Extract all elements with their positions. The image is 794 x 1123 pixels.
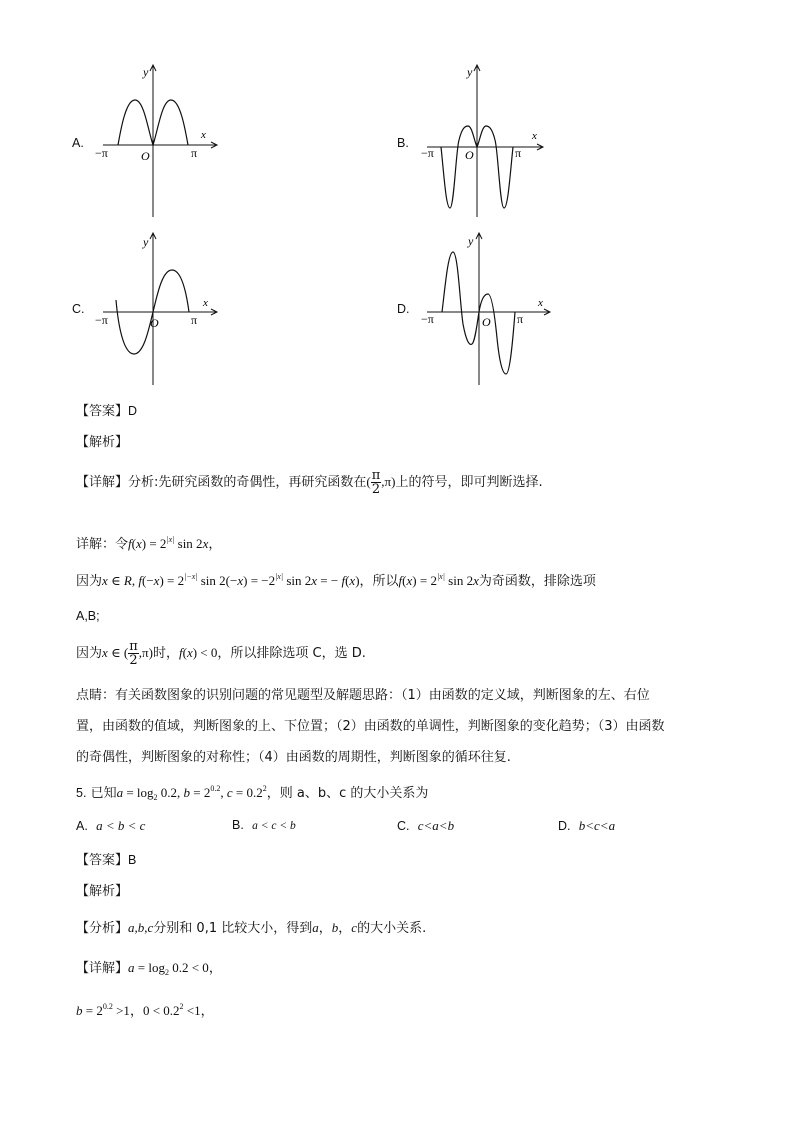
q5-fenxi-line: 【分析】a,b,c分别和 0,1 比较大小，得到a，b，c的大小关系. — [76, 920, 427, 936]
q4-note-line-2: 置，由函数的值域，判断图象的上、下位置；（2）由函数的单调性，判断图象的变化趋势；（3）由函数 — [76, 719, 665, 734]
stem-prefix: 已知 — [90, 786, 117, 801]
q4-because-line: 因为x ∈ R, $f(-x) = 2^{|-x|}$ $\sin 2(-x) = -2^{|x|}$ sin 2x = − f(x)，所以$f(x) = 2^{|x|}$ sin 2x为奇函数，排除选项 — [76, 572, 596, 589]
graph-d — [417, 228, 557, 390]
neg-pi-label: −π — [421, 146, 434, 160]
interval-fraction — [371, 469, 382, 496]
fenxi-text-2: 的大小关系. — [357, 921, 427, 936]
option-b-label[interactable]: B. — [397, 136, 409, 150]
so-label: ，所以 — [359, 574, 399, 589]
q4-note-line-1: 点睛：有关函数图象的识别问题的常见题型及解题思路：（1）由函数的定义域，判断图象的左、右位 — [76, 688, 650, 703]
fenxi-tag: 【分析】 — [76, 921, 129, 936]
q5-answer-line — [76, 849, 136, 868]
stem-suffix: ，则 a、b、c 的大小关系为 — [266, 786, 429, 801]
x-label: x — [201, 129, 206, 141]
q4-solve-line: 详解：令$f(x) = 2^{|x|}$ sin 2x， — [76, 535, 222, 552]
frac-denominator: 2 — [371, 482, 381, 497]
q4-answer-line — [76, 400, 137, 419]
q5-detail-line: 【详解】$a = \log_2 0.2 < 0$， — [76, 960, 222, 977]
detail-text-2: 上的符号，即可判断选择. — [395, 475, 543, 490]
answer-value: D — [128, 404, 138, 418]
graph-a — [90, 60, 230, 225]
y-label: y — [143, 235, 149, 249]
y-label: y — [467, 65, 473, 79]
option-a-label[interactable]: A. — [72, 136, 84, 150]
origin-label: O — [150, 316, 159, 330]
option-d-label[interactable]: D. — [397, 302, 410, 316]
y-label: y — [143, 65, 149, 79]
question-number: 5. — [76, 786, 87, 800]
odd-text: 为奇函数，排除选项 — [478, 574, 596, 589]
fenxi-text-1: 分别和 0,1 比较大小，得到 — [153, 921, 313, 936]
interval-tail: ,π) — [381, 474, 396, 489]
because-label: 因为 — [76, 574, 103, 589]
interval-fraction-2: $\frac{\pi}{2}$ — [129, 639, 138, 668]
formula-f: f — [128, 536, 132, 551]
answer-tag: 【答案】 — [76, 404, 129, 419]
q4-detail-line — [76, 469, 543, 496]
q5-option-c[interactable]: C. c<a<b — [397, 818, 455, 833]
q5-option-b[interactable]: B. a < c < b — [232, 818, 296, 832]
q4-analysis-tag: 【解析】 — [76, 435, 129, 450]
solve-label: 详解：令 — [76, 537, 129, 552]
origin-label: O — [482, 315, 491, 329]
frac-numerator: π — [371, 468, 381, 483]
answer-value: B — [128, 853, 137, 867]
q4-when-line: 因为x ∈ ( $\frac{\pi}{2}$ ,π)时，f(x) < 0，所以排除选项 C，选 D. — [76, 639, 366, 668]
origin-label: O — [465, 148, 474, 162]
x-label: x — [538, 297, 543, 309]
pi-label: π — [515, 146, 522, 160]
answer-tag: 【答案】 — [76, 853, 129, 868]
when-label: 时， — [152, 646, 179, 661]
pi-label: π — [191, 313, 198, 327]
q4-ab-line: A,B; — [76, 609, 100, 623]
x-label: x — [203, 297, 208, 309]
neg-pi-label: −π — [95, 313, 108, 327]
pi-label: π — [517, 312, 524, 326]
q4-note-line-3: 的奇偶性，判断图象的对称性；（4）由函数的周期性，判断图象的循环往复. — [76, 750, 511, 765]
q5-analysis-tag: 【解析】 — [76, 884, 129, 899]
detail-tag: 【详解】 — [76, 961, 129, 976]
graph-b — [417, 60, 557, 225]
y-label: y — [468, 234, 474, 248]
detail-tag: 【详解】 — [76, 475, 129, 490]
q5-option-d[interactable]: D. b<c<a — [558, 818, 616, 833]
graph-c — [90, 228, 230, 390]
interval-tail-2: ,π) — [138, 645, 153, 660]
neg-pi-label: −π — [95, 146, 108, 160]
x-label: x — [532, 130, 537, 142]
option-c-label[interactable]: C. — [72, 302, 85, 316]
q5-option-a[interactable]: A. a < b < c — [76, 818, 146, 833]
q5-stem: 5. 已知$a = \log_2 0.2$, $b = 2^{0.2}$, $c = 0.2^2$，则 a、b、c 的大小关系为 — [76, 784, 429, 802]
q5-b-line: $b = 2^{0.2} >1$，$0 < 0.2^2 <1$， — [76, 1002, 214, 1019]
exclude-c-text: ，所以排除选项 C，选 D. — [217, 646, 366, 661]
because-label-2: 因为 — [76, 646, 103, 661]
detail-text-1: 分析:先研究函数的奇偶性，再研究函数在 — [128, 475, 367, 490]
pi-label: π — [191, 146, 198, 160]
origin-label: O — [141, 149, 150, 163]
interval-open: ( — [366, 474, 371, 489]
neg-pi-label: −π — [421, 312, 434, 326]
